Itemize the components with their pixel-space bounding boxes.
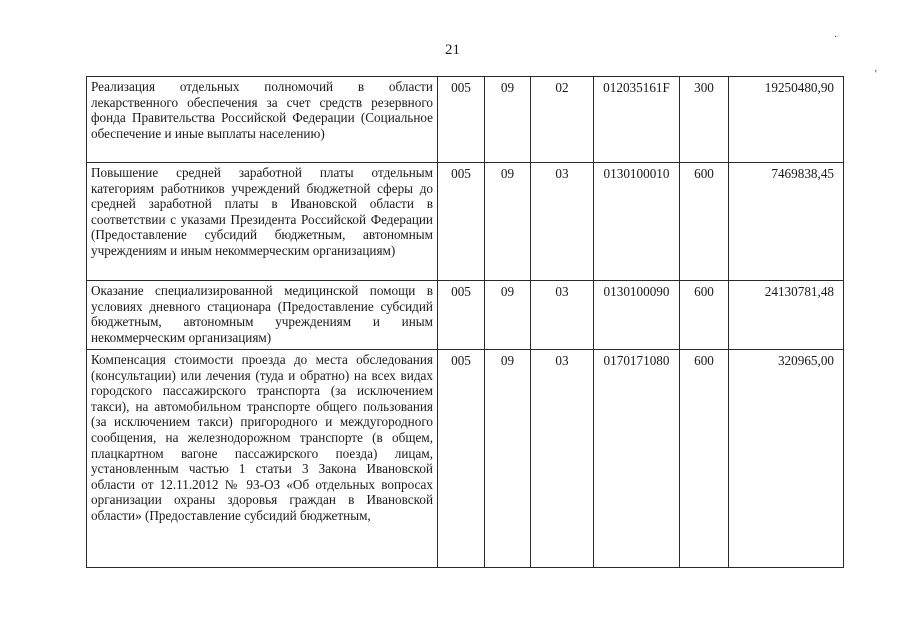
amount-value: 24130781,48 xyxy=(729,281,844,350)
target-article-code: 0130100010 xyxy=(594,163,680,281)
expense-type-code: 600 xyxy=(680,281,729,350)
row-description: Повышение средней заработной платы отдельным категориям работников учреждений бюджетной сферы до средней заработной платы в Ивановской области в соответствии с указами Президента Российской Федерации (Предоставление субсидий бюджетным, автономным учреждениям и иным некоммерческим организациям) xyxy=(87,163,438,281)
section-code: 09 xyxy=(485,350,531,568)
amount-value: 320965,00 xyxy=(729,350,844,568)
ministry-code: 005 xyxy=(438,163,485,281)
row-description: Оказание специализированной медицинской помощи в условиях дневного стационара (Предоставление субсидий бюджетным, автономным учреждениям и иным некоммерческим организациям) xyxy=(87,281,438,350)
target-article-code: 012035161F xyxy=(594,77,680,163)
ministry-code: 005 xyxy=(438,77,485,163)
section-code: 09 xyxy=(485,281,531,350)
table-row xyxy=(87,281,844,350)
amount-value: 7469838,45 xyxy=(729,163,844,281)
table-row xyxy=(87,77,844,163)
expense-type-code: 600 xyxy=(680,163,729,281)
target-article-code: 0170171080 xyxy=(594,350,680,568)
scan-speck: · xyxy=(834,32,838,43)
subsection-code: 02 xyxy=(531,77,594,163)
amount-value: 19250480,90 xyxy=(729,77,844,163)
ministry-code: 005 xyxy=(438,281,485,350)
target-article-code: 0130100090 xyxy=(594,281,680,350)
expense-type-code: 600 xyxy=(680,350,729,568)
table-row xyxy=(87,163,844,281)
row-description: Компенсация стоимости проезда до места обследования (консультации) или лечения (туда и обратно) на всех видах городского пассажирского транспорта (за исключением такси), на автомобильном транспорте общего пользования (за исключением такси) пригородного и междугородного сообщения, на железнодорожном транспорте (в общем, плацкартном вагоне пассажирского поезда) лицам, установленным частью 1 статьи 3 Закона Ивановской области от 12.11.2012 № 93-ОЗ «Об отдельных вопросах организации охраны здоровья граждан в Ивановской области» (Предоставление субсидий бюджетным, xyxy=(87,350,438,568)
subsection-code: 03 xyxy=(531,350,594,568)
section-code: 09 xyxy=(485,163,531,281)
subsection-code: 03 xyxy=(531,163,594,281)
table-row xyxy=(87,350,844,568)
budget-table xyxy=(86,76,844,568)
ministry-code: 005 xyxy=(438,350,485,568)
subsection-code: 03 xyxy=(531,281,594,350)
expense-type-code: 300 xyxy=(680,77,729,163)
row-description: Реализация отдельных полномочий в области лекарственного обеспечения за счет средств резервного фонда Правительства Российской Федерации (Социальное обеспечение и иные выплаты населению) xyxy=(87,77,438,163)
section-code: 09 xyxy=(485,77,531,163)
page-number: 21 xyxy=(445,42,460,58)
scan-speck: ' xyxy=(875,69,877,80)
